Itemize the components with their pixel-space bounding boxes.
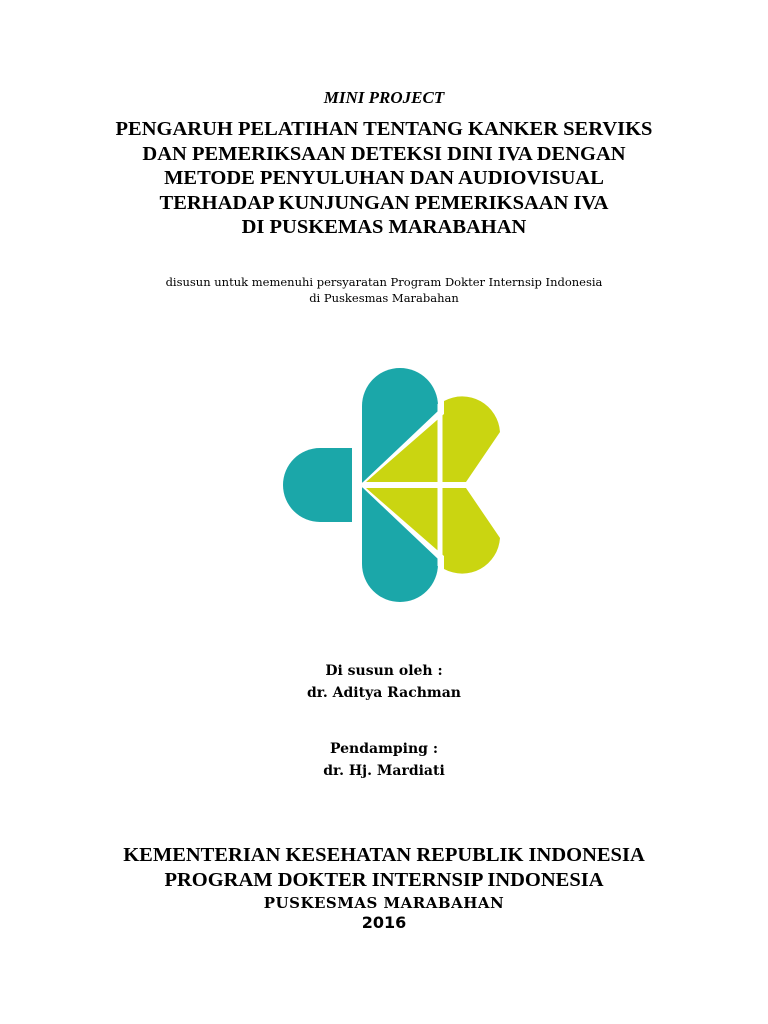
program-name: PROGRAM DOKTER INTERNSIP INDONESIA [164, 869, 604, 891]
title-line: METODE PENYULUHAN DAN AUDIOVISUAL [164, 167, 604, 189]
subtitle-line: di Puskesmas Marabahan [309, 291, 459, 305]
supervisor-block [0, 738, 768, 782]
ministry-name: KEMENTERIAN KESEHATAN REPUBLIK INDONESIA [123, 844, 645, 866]
title-line: DI PUSKEMAS MARABAHAN [241, 216, 527, 238]
institution-block [0, 843, 768, 933]
logo-teal-left-petal [283, 448, 352, 522]
document-subtitle [0, 274, 768, 306]
supervisor-name: dr. Hj. Mardiati [323, 763, 445, 779]
author-name: dr. Aditya Rachman [307, 685, 461, 701]
document-title [0, 117, 768, 240]
document-label: MINI PROJECT [323, 88, 445, 107]
puskesmas-name: PUSKESMAS MARABAHAN [263, 894, 505, 912]
subtitle-line: disusun untuk memenuhi persyaratan Program Dokter Internsip Indonesia [165, 275, 603, 289]
author-block [0, 660, 768, 704]
title-line: DAN PEMERIKSAAN DETEKSI DINI IVA DENGAN [142, 142, 626, 165]
title-line: PENGARUH PELATIHAN TENTANG KANKER SERVIKS [115, 118, 653, 140]
kemenkes-logo-icon [276, 368, 508, 602]
supervisor-label: Pendamping : [329, 741, 439, 757]
author-label: Di susun oleh : [325, 663, 443, 679]
document-year: 2016 [361, 913, 407, 932]
title-line: TERHADAP KUNJUNGAN PEMERIKSAAN IVA [159, 191, 609, 214]
